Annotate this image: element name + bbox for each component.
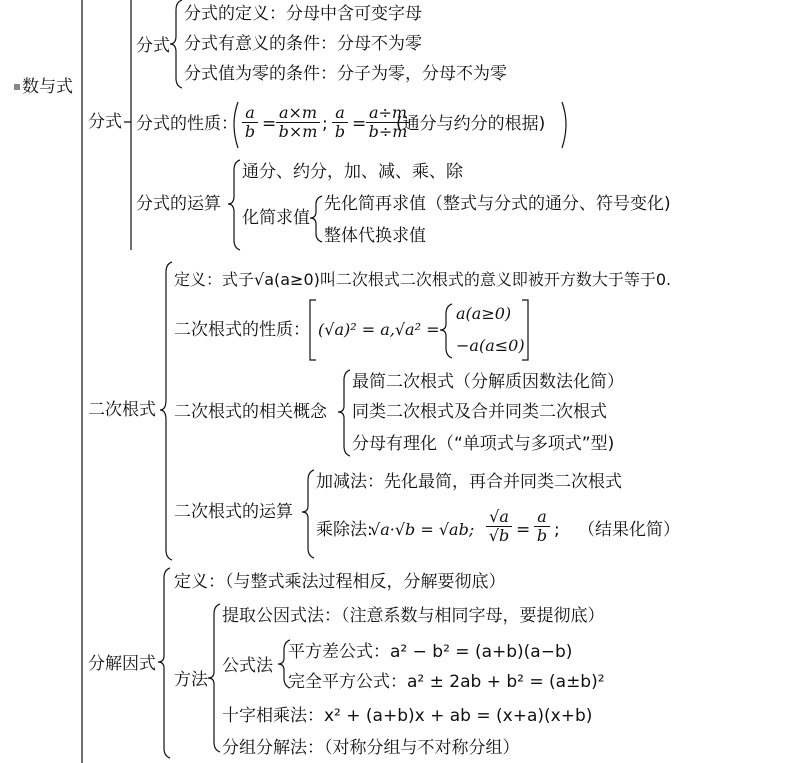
simplify-brace: [310, 196, 322, 242]
property-frac-2: [276, 104, 320, 141]
radical-concept-1: 最简二次根式（分解质因数法化简）: [352, 372, 624, 392]
factor-diff-squares: 平方差公式：a² − b² = (a+b)(a−b): [288, 642, 573, 662]
property-sep: ;: [322, 114, 328, 134]
factor-def: 定义：（与整式乘法过程相反，分解要彻底）: [174, 572, 506, 592]
radical-concept-label: 二次根式的相关概念: [174, 402, 327, 422]
factor-common: 提取公因式法：（注意系数与相同字母，要提彻底）: [222, 606, 605, 626]
property-frac-3-num: a: [332, 104, 348, 123]
fenshi-def: 分式的定义：分母中含可变字母: [184, 4, 422, 24]
fenshi-zero: 分式值为零的条件：分子为零，分母不为零: [184, 64, 507, 84]
radical-div-rden: b: [536, 526, 548, 545]
radical-cases-brace: [440, 304, 452, 358]
fenshi-meaningful: 分式有意义的条件：分母不为零: [184, 34, 422, 54]
radical-ops-add: 加减法：先化最简，再合并同类二次根式: [316, 472, 622, 492]
radical-ops-note: （结果化简）: [578, 520, 680, 540]
radical-div-rnum: a: [534, 508, 550, 527]
factor-formula-label: 公式法: [222, 656, 273, 676]
fenshi-property-label: 分式的性质：: [136, 114, 238, 134]
factor-grouping: 分组分解法：（对称分组与不对称分组）: [222, 738, 520, 758]
fenshi-ops-list: 通分、约分，加、减、乘、除: [242, 162, 463, 182]
radical-ops-brace: [302, 470, 314, 558]
radical-div-num: √a: [486, 508, 512, 527]
fenshi-def-brace: [170, 0, 182, 88]
fenshi-ops-label: 分式的运算: [136, 194, 221, 214]
property-eq-2: =: [352, 114, 367, 134]
property-frac-4-den: b÷m: [368, 122, 408, 141]
radical-prop-lbracket: [310, 300, 316, 360]
root-marker: [14, 84, 20, 90]
radical-case-1: a(a≥0): [456, 304, 512, 323]
property-note: (通分与约分的根据): [396, 114, 546, 134]
factor-method-label: 方法: [174, 670, 208, 690]
property-close-paren: [562, 102, 566, 148]
concept-brace: [338, 370, 350, 456]
radical-ops-mul-label: 乘除法:: [316, 520, 373, 540]
radical-div-den: √b: [488, 526, 510, 545]
property-frac-2-den: b×m: [278, 122, 318, 141]
radical-concept-2: 同类二次根式及合并同类二次根式: [352, 402, 607, 422]
factor-perfect-square: 完全平方公式：a² ± 2ab + b² = (a±b)²: [288, 672, 605, 692]
fenshi-ops-brace: [228, 160, 240, 250]
root-label: 数与式: [22, 77, 73, 97]
property-frac-3-den: b: [334, 122, 346, 141]
property-frac-2-num: a×m: [276, 104, 320, 123]
factor-cross: 十字相乘法：x² + (a+b)x + ab = (x+a)(x+b): [222, 706, 593, 726]
radical-def: 定义：式子√a(a≥0)叫二次根式二次根式的意义即被开方数大于等于0.: [174, 270, 672, 289]
property-eq-1: =: [262, 114, 277, 134]
property-frac-3: [332, 104, 348, 141]
radical-ops-mul-formula: √a·√b = √ab;: [370, 520, 475, 539]
radical-brace: [160, 262, 172, 560]
simplify-1: 先化简再求值（整式与分式的通分、符号变化): [324, 194, 671, 214]
method-brace: [208, 604, 220, 752]
radical-div-eq: =: [516, 520, 531, 540]
fenshi-sub-title: 分式: [136, 36, 170, 56]
simplify-label: 化简求值: [242, 208, 310, 228]
radical-div-sep: ;: [554, 520, 560, 540]
radical-ops-label: 二次根式的运算: [174, 502, 293, 522]
radical-title: 二次根式: [88, 400, 156, 420]
radical-concept-3: 分母有理化（“单项式与多项式”型): [352, 434, 615, 454]
simplify-2: 整体代换求值: [324, 226, 426, 246]
property-frac-1: [242, 104, 258, 141]
property-frac-1-num: a: [242, 104, 258, 123]
factor-brace: [158, 568, 170, 758]
factor-title: 分解因式: [88, 654, 156, 674]
radical-case-2: −a(a≤0): [456, 336, 525, 355]
radical-property-label: 二次根式的性质：: [174, 320, 310, 340]
property-frac-4-num: a÷m: [366, 104, 410, 123]
fenshi-title: 分式: [88, 112, 122, 132]
radical-div-rfrac: [534, 508, 550, 545]
fenshi-brace: [124, 0, 131, 250]
property-frac-1-den: b: [244, 122, 256, 141]
radical-div-frac: [486, 508, 512, 545]
radical-property-formula: (√a)² = a,√a² =: [318, 320, 440, 339]
